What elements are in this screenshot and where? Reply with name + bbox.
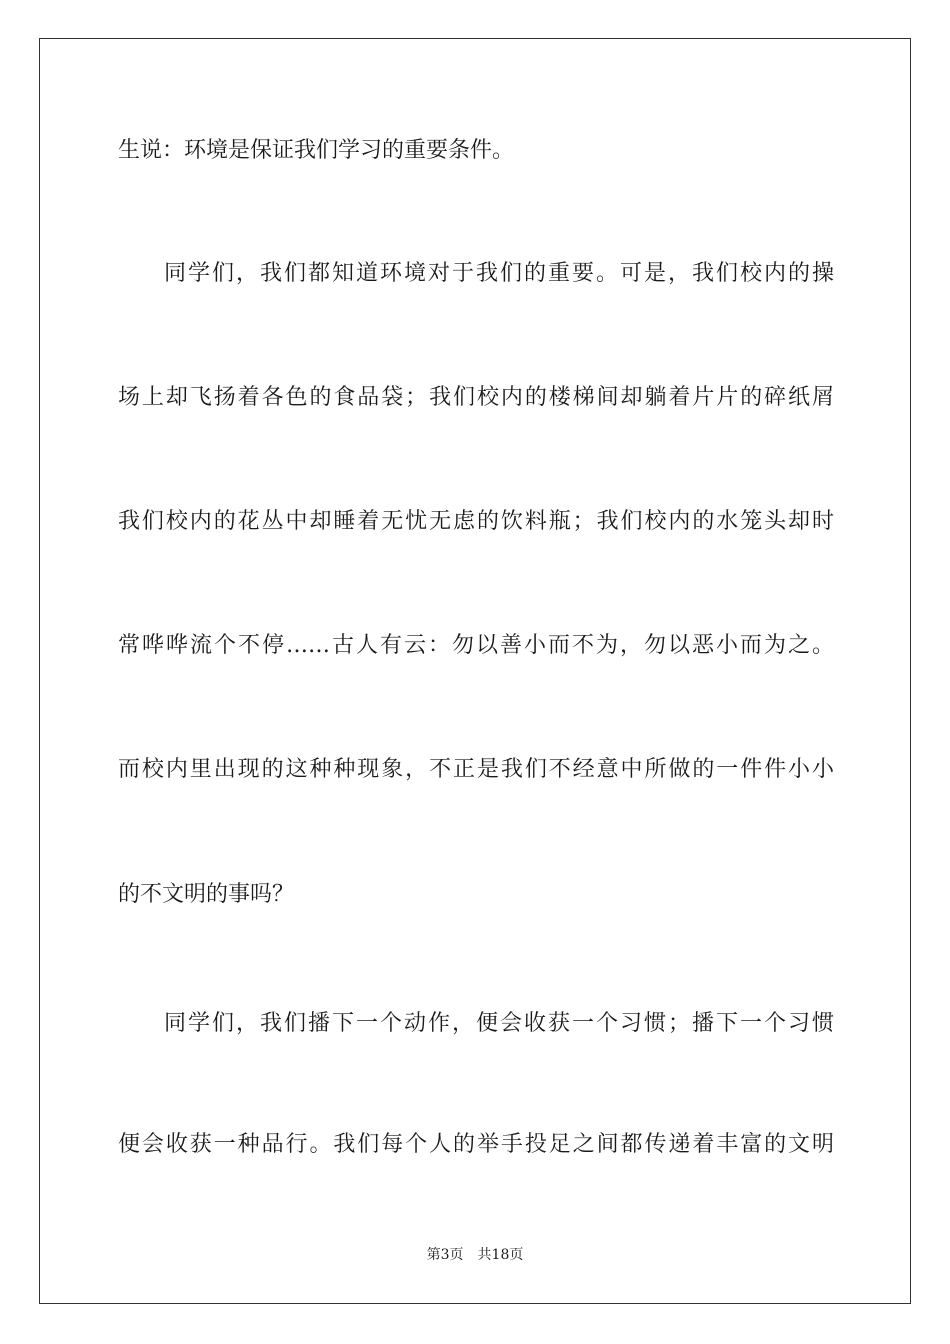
text-line: 的不文明的事吗？ bbox=[118, 882, 295, 907]
page-number: 第3页 bbox=[426, 1247, 464, 1263]
text-line: 场上却飞扬着各色的食品袋；我们校内的楼梯间却躺着片片的碎纸屑 bbox=[118, 385, 834, 410]
page-border bbox=[39, 38, 911, 1304]
paragraph-start-line: 同学们，我们都知道环境对于我们的重要。可是，我们校内的操 bbox=[164, 261, 834, 286]
page-total: 共18页 bbox=[477, 1247, 524, 1263]
text-line: 常哗哗流个不停……古人有云：勿以善小而不为，勿以恶小而为之。 bbox=[118, 633, 834, 658]
text-line: 我们校内的花丛中却睡着无忧无虑的饮料瓶；我们校内的水笼头却时 bbox=[118, 509, 834, 534]
page-footer bbox=[0, 1245, 950, 1265]
paragraph-start-line: 同学们，我们播下一个动作，便会收获一个习惯；播下一个习惯 bbox=[164, 1011, 834, 1036]
text-line: 而校内里出现的这种种现象，不正是我们不经意中所做的一件件小小 bbox=[118, 757, 834, 782]
text-line: 生说：环境是保证我们学习的重要条件。 bbox=[118, 138, 515, 163]
text-line: 便会收获一种品行。我们每个人的举手投足之间都传递着丰富的文明 bbox=[118, 1132, 834, 1157]
